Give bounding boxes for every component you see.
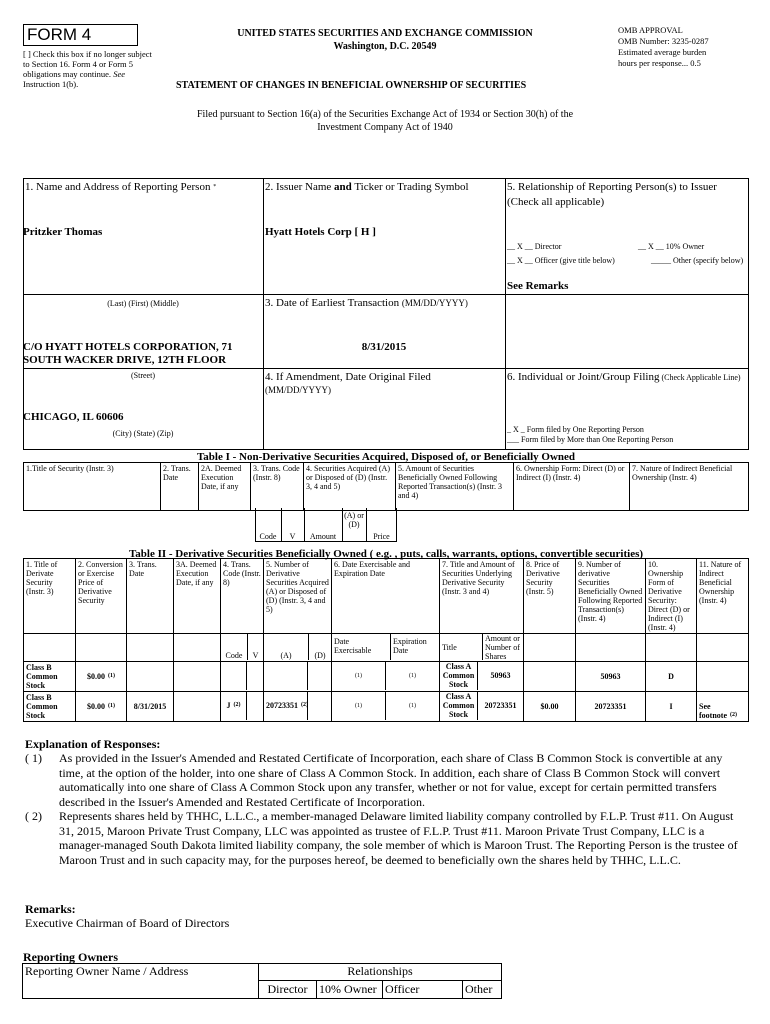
table1-title: Table I - Non-Derivative Securities Acquired, Disposed of, or Beneficially Owned [196, 451, 576, 463]
table2-sub-cell [478, 662, 523, 690]
table2-cell-nature [697, 692, 749, 722]
table2-cell-form [646, 692, 697, 722]
footnote-1-num: ( 1) [25, 751, 42, 765]
footnote-ref[interactable]: (1) [108, 703, 115, 709]
t1-sub-code: Code [259, 532, 277, 541]
t2-col7: 7. Title and Amount of Securities Underlying Derivative Security (Instr. 3 and 4) [440, 559, 524, 634]
table2-split-cell [332, 662, 440, 692]
t2-col3a: 3A. Deemed Execution Date, if any [174, 559, 221, 634]
table2-sub-cell [264, 692, 308, 720]
city-parts: (City) (State) (Zip) [112, 429, 174, 438]
table2-split-cell [332, 692, 440, 722]
street-label: (Street) [131, 371, 155, 380]
footnote-ref[interactable]: (2) [301, 702, 308, 708]
check-box-text: [ ] Check this box if no longer subject to Section 16. Form 4 or Form 5 obligations may continue. [23, 49, 152, 79]
t1-col7: 7. Nature of Indirect Beneficial Ownership (Instr. 4) [630, 463, 749, 511]
cell-title: Class A Common Stock [442, 692, 475, 719]
cell-title: Class A Common Stock [442, 662, 475, 689]
t1-col5: 5. Amount of Securities Beneficially Owned Following Reported Transaction(s) (Instr. 3 and 4) [396, 463, 514, 511]
divider-h2 [23, 368, 749, 369]
owners-col-rel: Relationships [259, 964, 502, 981]
table2-sub-cell [332, 692, 386, 720]
t2-col6: 6. Date Exercisable and Expiration Date [332, 559, 440, 634]
t2-col8: 8. Price of Derivative Security (Instr. 5) [524, 559, 576, 634]
omb-line-2: OMB Number: 3235-0287 [618, 36, 709, 46]
cell-owned: 20723351 [594, 702, 627, 711]
t2-sub-codev [221, 634, 264, 662]
t2-sub-a: (A) [264, 634, 309, 660]
reporting-grid [23, 178, 749, 450]
address-line-1: C/O HYATT HOTELS CORPORATION, 71 [23, 341, 233, 353]
t2-col1: 1. Title of Derivate Security (Instr. 3) [24, 559, 76, 634]
check-instruction: Instruction 1(b). [23, 79, 79, 89]
name-parts: (Last) (First) (Middle) [107, 299, 179, 308]
table2-sub-cell [264, 662, 308, 690]
owners-table [22, 963, 502, 999]
table2-cell-date [127, 692, 174, 722]
divider-v1 [263, 178, 264, 450]
label-2c: Ticker or Trading Symbol [351, 181, 469, 193]
t1-col3: 3. Trans. Code (Instr. 8) [251, 463, 304, 511]
t1-col4: 4. Securities Acquired (A) or Disposed of (D) (Instr. 3, 4 and 5) [304, 463, 396, 511]
see-remarks: See Remarks [507, 280, 569, 292]
statement-title: STATEMENT OF CHANGES IN BENEFICIAL OWNERSHIP OF SECURITIES [176, 80, 527, 91]
rel-director: __ X __ Director [507, 242, 562, 251]
city-state-zip: CHICAGO, IL 60606 [23, 411, 124, 423]
owners-col-officer: Officer [383, 981, 463, 999]
filing-more: ___ Form filed by More than One Reporting Person [507, 435, 674, 444]
rel-other-text: _____ Other (specify below) [651, 256, 744, 265]
table2 [23, 558, 749, 722]
reporting-name: Pritzker Thomas [23, 226, 103, 238]
table2-split-cell [221, 692, 264, 722]
footnote-ref[interactable]: (1) [355, 703, 362, 709]
label-relationship-b: (Check all applicable) [507, 196, 605, 208]
check-see: See [113, 69, 125, 79]
cell-owned: 50963 [600, 672, 621, 681]
footnote-ref[interactable]: (1) [409, 703, 416, 709]
label-issuer [265, 181, 469, 194]
cell-amount: 20723351 [484, 701, 517, 710]
table2-title-text: Table II - Derivative Securities Beneficially Owned ( e.g. , puts, calls, warrants, options, convertible securities) [128, 548, 644, 560]
t2-sub-title: Title [440, 634, 483, 660]
footnote-ref[interactable]: (2) [233, 702, 241, 708]
omb-line-3: Estimated average burden [618, 47, 707, 57]
owners-heading: Reporting Owners [23, 950, 118, 964]
label-relationship: 5. Relationship of Reporting Person(s) to Issuer [507, 181, 717, 193]
omb-approval [618, 25, 758, 69]
filed-pursuant-1: Filed pursuant to Section 16(a) of the Securities Exchange Act of 1934 or Section 30(h) of the [196, 109, 574, 120]
footnote-2-num: ( 2) [25, 809, 42, 823]
footnote-ref[interactable]: (1) [409, 673, 416, 679]
label-6b: (Check Applicable Line) [659, 373, 741, 382]
label-6: 6. Individual or Joint/Group Filing [507, 371, 660, 383]
t1-col6: 6. Ownership Form: Direct (D) or Indirect (I) (Instr. 4) [514, 463, 630, 511]
t2-col9: 9. Number of derivative Securities Beneficially Owned Following Reported Transaction(s) (Instr. 4) [576, 559, 646, 634]
t2-sub-expiration: Expiration Date [393, 637, 427, 655]
filing-one: _ X _ Form filed by One Reporting Person [507, 425, 644, 434]
table2-cell-deriv-price [524, 662, 576, 692]
t2-col10: 10. Ownership Form of Derivative Security: Direct (D) or Indirect (I) (Instr. 4) [646, 559, 697, 634]
divider-v2 [505, 178, 506, 450]
t1-col1: 1.Title of Security (Instr. 3) [24, 463, 161, 511]
table2-cell-deemed [174, 692, 221, 722]
t2-col11: 11. Nature of Indirect Beneficial Ownership (Instr. 4) [697, 559, 749, 634]
table2-sub-cell [247, 662, 263, 690]
remarks-heading: Remarks: [25, 902, 76, 916]
table2-sub-cell [386, 662, 439, 690]
cell-date: 8/31/2015 [133, 702, 167, 711]
t1-col2a: 2A. Deemed Execution Date, if any [199, 463, 251, 511]
table2-cell-date [127, 662, 174, 692]
owners-col-other: Other [463, 981, 502, 999]
t2-sub-empty-1 [24, 634, 76, 662]
omb-line-1: OMB APPROVAL [618, 25, 683, 35]
cell-code: J [226, 701, 231, 710]
cell-deriv-price: $0.00 [540, 702, 559, 711]
agency-name: UNITED STATES SECURITIES AND EXCHANGE COMMISSION [237, 28, 533, 39]
table2-cell-deemed [174, 662, 221, 692]
t2-sub-empty-8 [524, 634, 576, 662]
owners-col-name: Reporting Owner Name / Address [23, 964, 259, 999]
t2-sub-empty-2 [76, 634, 127, 662]
cell-nature: See footnote [699, 702, 727, 720]
table2-cell-owned [576, 692, 646, 722]
t2-col5: 5. Number of Derivative Securities Acquired (A) or Disposed of (D) (Instr. 3, 4 and 5) [264, 559, 332, 634]
t1-sub-price: Price [373, 532, 390, 541]
table2-sub-cell [440, 662, 478, 690]
t2-sub-amount: Amount or Number of Shares [485, 634, 520, 661]
t2-col4: 4. Trans. Code (Instr. 8) [221, 559, 264, 634]
t1-sub-aord: (A) or (D) [344, 511, 364, 529]
t2-col3: 3. Trans. Date [127, 559, 174, 634]
issuer-name: Hyatt Hotels Corp [ H ] [265, 226, 376, 238]
table2-sub-cell [478, 692, 523, 720]
label-filing [507, 371, 747, 384]
cell-security: Class B Common Stock [26, 663, 58, 690]
t1-sub-v: V [289, 532, 296, 541]
divider-h1 [23, 294, 749, 295]
table2-cell-owned [576, 662, 646, 692]
label-3: 3. Date of Earliest Transaction [265, 297, 402, 309]
label-3-fmt: (MM/DD/YYYY) [401, 298, 468, 308]
label-1-text: 1. Name and Address of Reporting Person [25, 181, 211, 193]
filed-pursuant-2: Investment Company Act of 1940 [317, 122, 453, 133]
explanation-heading: Explanation of Responses: [25, 737, 161, 751]
table2-sub-cell [308, 692, 331, 720]
omb-line-4: hours per response... 0.5 [618, 58, 701, 68]
t2-sub-exercisable: Date Exercisable [332, 634, 391, 660]
table2-sub-cell [308, 662, 331, 690]
t2-sub-v: V [252, 651, 259, 660]
table2-row [24, 662, 749, 692]
label-2a: 2. Issuer Name [265, 181, 335, 193]
label-earliest-date [265, 297, 468, 310]
address-line-2: SOUTH WACKER DRIVE, 12TH FLOOR [23, 354, 227, 366]
table2-cell-nature [697, 662, 749, 692]
owners-col-10pct: 10% Owner [317, 981, 383, 999]
table2-split-cell [264, 692, 332, 722]
agency-city: Washington, D.C. 20549 [333, 41, 437, 52]
earliest-date: 8/31/2015 [361, 341, 407, 353]
table2-sub-cell [221, 662, 247, 690]
t2-sub-ad [264, 634, 332, 662]
table2-cell-security [24, 692, 76, 722]
rel-officer: __ X __ Officer (give title below) [507, 256, 615, 265]
label-reporting-person [25, 181, 216, 194]
t2-sub-titleamt [440, 634, 524, 662]
label-2b: and [334, 181, 352, 193]
table2-cell-price [76, 692, 127, 722]
cell-security: Class B Common Stock [26, 693, 58, 720]
table2-sub-cell [440, 692, 478, 720]
owners-col-director: Director [259, 981, 317, 999]
t2-sub-empty-4 [174, 634, 221, 662]
table2-split-cell [440, 692, 524, 722]
cell-a: 20723351 [266, 701, 298, 710]
t2-sub-d: (D) [314, 651, 326, 660]
t2-sub-empty-3 [127, 634, 174, 662]
label-1-sup: * [213, 184, 217, 190]
table2-sub-cell [332, 662, 386, 690]
footnote-ref[interactable]: (1) [355, 673, 362, 679]
table2-split-cell [264, 662, 332, 692]
table2-split-cell [221, 662, 264, 692]
cell-price: $0.00 [87, 672, 105, 681]
table2-sub-cell [221, 692, 247, 720]
t2-sub-empty-10 [646, 634, 697, 662]
table1 [23, 462, 749, 511]
t2-sub-empty-9 [576, 634, 646, 662]
table2-cell-security [24, 662, 76, 692]
label-amendment-fmt: (MM/DD/YYYY) [265, 385, 331, 395]
table2-row [24, 692, 749, 722]
table2-split-cell [440, 662, 524, 692]
t1-sub-amount: Amount [309, 532, 337, 541]
table2-sub-cell [386, 692, 439, 720]
rel-10pct-owner: __ X __ 10% Owner [638, 242, 705, 251]
table2-cell-price [76, 662, 127, 692]
remarks-text: Executive Chairman of Board of Directors [25, 916, 230, 930]
footnote-ref[interactable]: (2) [730, 712, 737, 718]
form-title: FORM 4 [27, 25, 92, 44]
table2-cell-deriv-price [524, 692, 576, 722]
table2-cell-form [646, 662, 697, 692]
check-box-notice [23, 49, 153, 89]
cell-amount: 50963 [490, 671, 511, 680]
t2-sub-code: Code [221, 634, 248, 660]
footnote-ref[interactable]: (1) [108, 673, 115, 679]
t2-sub-dates [332, 634, 440, 662]
t2-sub-empty-11 [697, 634, 749, 662]
t2-col2: 2. Conversion or Exercise Price of Derivative Security [76, 559, 127, 634]
label-amendment: 4. If Amendment, Date Original Filed [265, 371, 431, 383]
rel-other [505, 256, 749, 265]
cell-form: I [669, 702, 673, 711]
cell-form: D [668, 672, 674, 681]
cell-price: $0.00 [87, 702, 105, 711]
t1-col2: 2. Trans. Date [161, 463, 199, 511]
footnote-2: Represents shares held by THHC, L.L.C., a member-managed Delaware limited liability company controlled by F.L.P. Trust #11. On August 31, 2015, Maroon Private Trust Company, LLC was appointed as trustee of F.L.P. Trust #11. Maroon Private Trust Company, LLC is a manager-managed South Dakota limited liability company, the sole member of which is Maroon Trust. The Reporting Person is the trustee of Maroon Trust and in such capacity may, for the purposes hereof, be deemed to beneficially own the shares held by THHC, L.L.C. [59, 809, 738, 867]
footnote-1: As provided in the Issuer's Amended and Restated Certificate of Incorporation, each share of Class B Common Stock is convertible at any time, at the option of the holder, into one share of Class A Common Stock. In addition, each share of Class B Common Stock will convert automatically into one share of Class A Common Stock upon any transfer, whether or not for value, except for certain permitted transfers described in the Issuer's Amended and Restated Certificate of Incorporation. [59, 751, 723, 809]
table2-sub-cell [247, 692, 263, 720]
